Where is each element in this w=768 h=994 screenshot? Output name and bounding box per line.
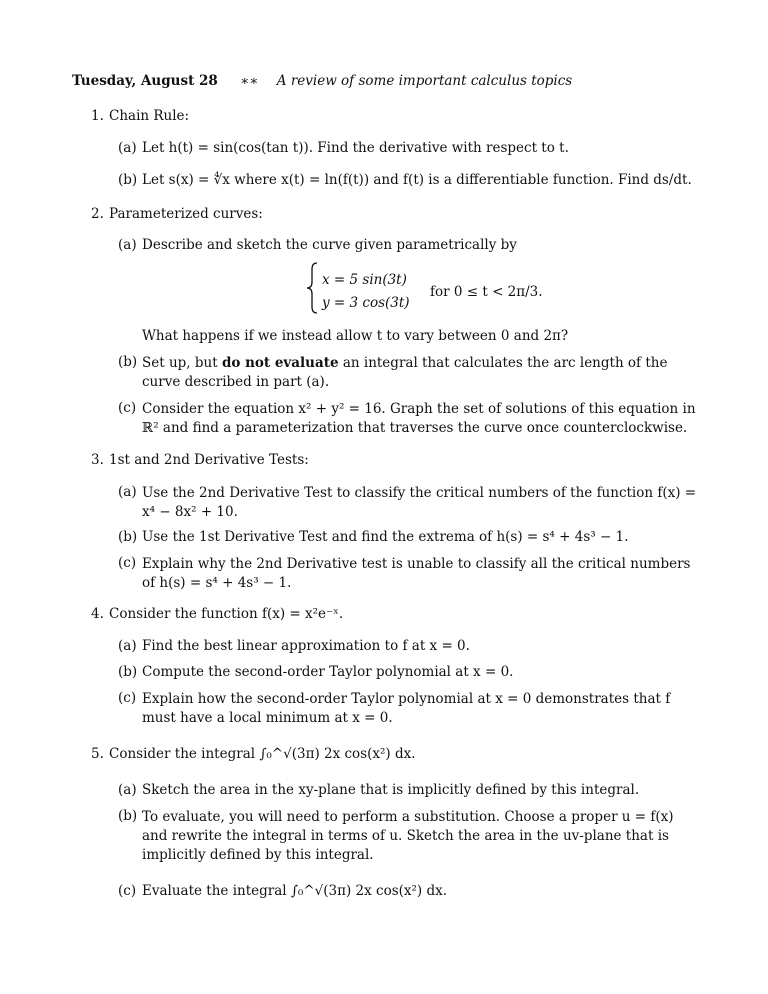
item-title-4: Consider the function f(x) = x²e⁻ˣ. (109, 606, 344, 622)
part-followup-2a: What happens if we instead allow t to vary between 0 and 2π? (142, 328, 569, 344)
header-title: A review of some important calculus topics (276, 73, 573, 89)
part-text-4a: Find the best linear approximation to f at x = 0. (142, 638, 470, 654)
part-text-5c: Evaluate the integral ∫₀^√(3π) 2x cos(x²) dx. (142, 883, 448, 899)
equation-x: x = 5 sin(3t) (322, 272, 407, 288)
part-text-2b-before: Set up, but (142, 355, 222, 371)
part-text-3b: Use the 1st Derivative Test and find the extrema of h(s) = s⁴ + 4s³ − 1. (142, 529, 629, 545)
item-number-5: 5. (91, 746, 104, 762)
part-text-2a: Describe and sketch the curve given parametrically by (142, 237, 517, 253)
part-text-5a: Sketch the area in the xy-plane that is implicitly defined by this integral. (142, 782, 640, 798)
item-title-1: Chain Rule: (109, 108, 190, 124)
item-title-2: Parameterized curves: (109, 206, 263, 222)
part-label-2b: (b) (118, 354, 138, 370)
item-title-5: Consider the integral ∫₀^√(3π) 2x cos(x²) dx. (109, 746, 416, 762)
part-label-5a: (a) (118, 782, 137, 798)
part-text-4b: Compute the second-order Taylor polynomial at x = 0. (142, 664, 514, 680)
part-label-5c: (c) (118, 883, 137, 899)
part-text-2b-after: an integral that calculates the arc length of the curve described in part (a). (142, 355, 668, 390)
item-number-4: 4. (91, 606, 104, 622)
header-stars: ∗∗ (240, 73, 259, 89)
part-label-2a: (a) (118, 237, 137, 253)
part-label-4a: (a) (118, 638, 137, 654)
part-label-3c: (c) (118, 555, 137, 571)
item-number-2: 2. (91, 206, 104, 222)
part-text-3a: Use the 2nd Derivative Test to classify the critical numbers of the function f(x) = x⁴ − 8x² + 10. (142, 485, 697, 520)
part-text-2b (142, 354, 698, 392)
part-label-4c: (c) (118, 690, 137, 706)
part-text-4c: Explain how the second-order Taylor polynomial at x = 0 demonstrates that f must have a local minimum at x = 0. (142, 691, 671, 726)
part-label-3b: (b) (118, 529, 138, 545)
item-number-3: 3. (91, 452, 104, 468)
part-label-3a: (a) (118, 484, 137, 500)
part-label-1b: (b) (118, 172, 138, 188)
part-label-4b: (b) (118, 664, 138, 680)
page-header (72, 73, 572, 89)
parameter-range: for 0 ≤ t < 2π/3. (430, 284, 543, 300)
part-label-2c: (c) (118, 400, 137, 416)
part-text-1a: Let h(t) = sin(cos(tan t)). Find the derivative with respect to t. (142, 140, 569, 156)
part-text-2c: Consider the equation x² + y² = 16. Graph the set of solutions of this equation in ℝ² and find a parameterization that traverses the curve once counterclockwise. (142, 401, 696, 436)
part-text-2b-bold: do not evaluate (221, 355, 339, 371)
part-text-5b: To evaluate, you will need to perform a substitution. Choose a proper u = f(x) and rewrite the integral in terms of u. Sketch the area in the uv-plane that is implicitly defined by this integral. (142, 809, 674, 863)
part-label-5b: (b) (118, 808, 138, 824)
item-number-1: 1. (91, 108, 104, 124)
equation-y: y = 3 cos(3t) (322, 295, 410, 311)
item-title-3: 1st and 2nd Derivative Tests: (109, 452, 309, 468)
system-brace (306, 262, 320, 314)
part-text-3c: Explain why the 2nd Derivative test is unable to classify all the critical numbers of h(s) = s⁴ + 4s³ − 1. (142, 556, 691, 591)
header-date: Tuesday, August 28 (72, 73, 218, 89)
part-label-1a: (a) (118, 140, 137, 156)
part-text-1b: Let s(x) = ∜x where x(t) = ln(f(t)) and f(t) is a differentiable function. Find ds/dt. (142, 172, 692, 188)
